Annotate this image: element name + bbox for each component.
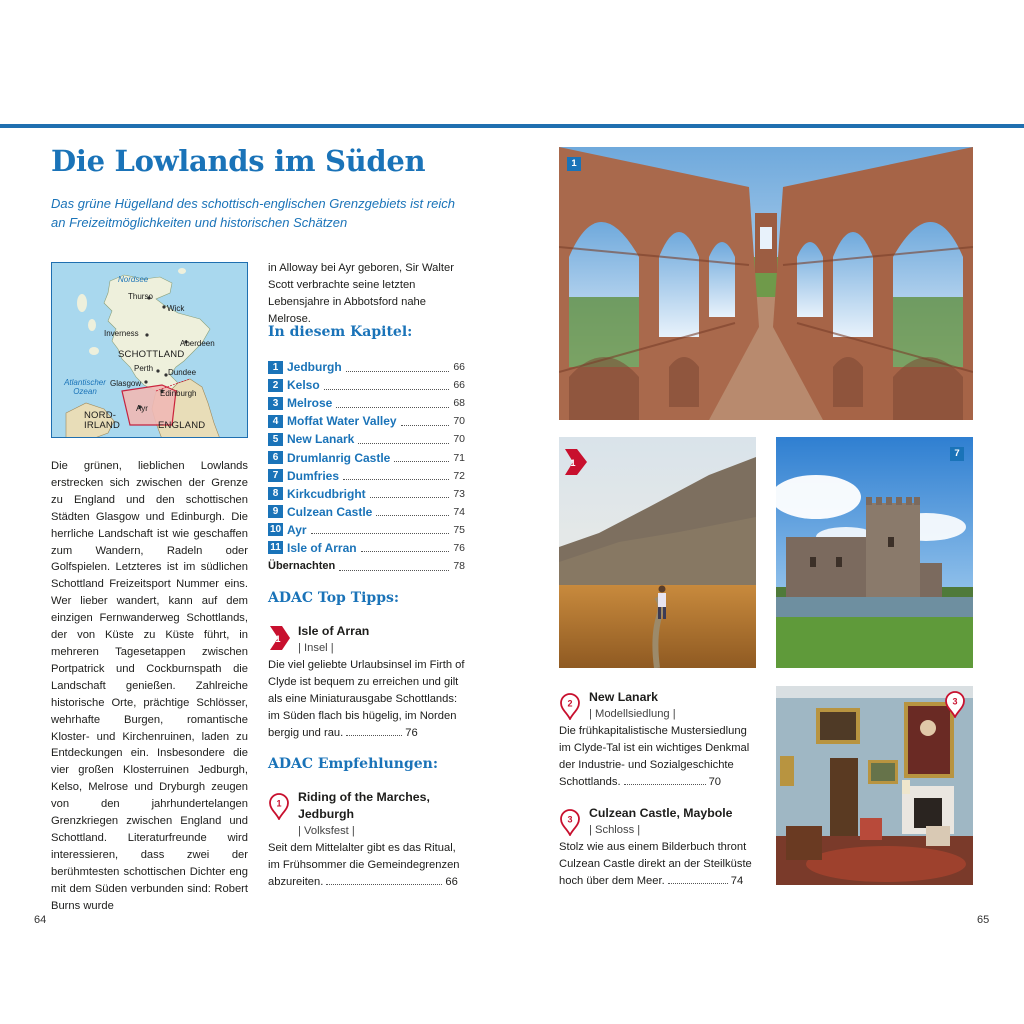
top-tip-number: 1 [275, 634, 281, 644]
intro-text: Die grünen, lieblichen Lowlands erstrecken sich zwischen der Grenze zu England und den schottischen Städten Glasgow und Edinburgh. Die herrliche Landschaft ist wie geschaffen zum Wandern, Radeln oder Golfspielen. Letzteres ist im südlichen Schottland Freizeitsport Nummer eins. Wer lieber wandert, kann auf dem einzigen Fernwanderweg Schottlands, der von Küste zu Küste führt, in mehreren Tagesetappen zwischen Portpatrick und Cockburnspath die Landschaft genießen. Zahlreiche historische Orte, prächtige Schlösser, wehrhafte Burgen, romantische Kloster- und Kirchenruinen, laden zu Entdeckungen ein. Insbesondere die vier großen Klosterruinen Jedburgh, Kelso, Melrose und Dryburgh zeugen von den jahrhundertelangen Grenzkriegen zwischen England und Schottland. Literaturfreunde wird interessieren, dass zwei der berühmtesten schottischen Dichter eng mit dem Süden verbunden sind: Robert Burns wurde [51, 460, 248, 912]
toc-item-page: 66 [453, 379, 465, 392]
map-label-aberdeen: Aberdeen [180, 339, 215, 348]
toc-item-2[interactable] [268, 376, 465, 394]
abbey-photo [559, 147, 973, 420]
toc-item-page: 76 [453, 541, 465, 554]
recommendation-pin-icon-2 [559, 692, 581, 725]
toc-item-page: 68 [453, 397, 465, 410]
toc-item-page: 72 [453, 469, 465, 482]
recommendation-pin-icon [268, 792, 290, 825]
toc-item-label: Dumfries [287, 468, 340, 483]
recommendation-3-description [559, 839, 759, 890]
toc-item-number: 11 [268, 541, 283, 554]
map-label-thurso: Thurso [128, 292, 153, 301]
toc-leader-dots [336, 399, 449, 408]
toc-item-label: Culzean Castle [287, 504, 373, 519]
toc-item-11[interactable] [268, 539, 465, 557]
toc-item-label: Isle of Arran [287, 540, 357, 555]
toc-item-label: Ayr [287, 522, 307, 537]
top-tip-description [268, 657, 468, 742]
toc-item-label: Kirkcudbright [287, 486, 366, 501]
map-label-schottland: SCHOTTLAND [118, 349, 185, 360]
toc-item-label: Melrose [287, 396, 333, 411]
toc-item-number: 3 [268, 397, 283, 410]
recommendations-heading: ADAC Empfehlungen: [268, 756, 438, 772]
recommendation-1-description [268, 840, 468, 891]
page-title: Die Lowlands im Süden [51, 144, 426, 178]
toc-item-3[interactable] [268, 394, 465, 412]
toc-item-6[interactable] [268, 448, 465, 466]
recommendation-3-block [589, 805, 733, 839]
top-tip-type: | Insel | [298, 641, 334, 654]
top-tip-name: Isle of Arran [298, 624, 370, 638]
hiker-photo-arrow-icon [563, 447, 589, 477]
castle-photo-badge: 7 [950, 447, 964, 461]
recommendation-3-desc: Stolz wie aus einem Bilderbuch thront Culzean Castle direkt an der Steilküste hoch über dem Meer. [559, 841, 752, 887]
intro-text-continued: in Alloway bei Ayr geboren, Sir Walter Scott verbrachte seine letzten Lebensjahre in Abbotsford nahe Melrose. [268, 262, 454, 325]
map-label-atlantic: Atlantischer Ozean [64, 378, 106, 396]
map-label-glasgow: Glasgow [110, 379, 142, 388]
recommendation-3-number: 3 [567, 814, 573, 825]
interior-photo [776, 686, 973, 885]
toc-item-label: Kelso [287, 378, 320, 393]
recommendation-3-type: | Schloss | [589, 823, 641, 836]
recommendation-1-number: 1 [276, 798, 282, 809]
recommendation-2-description [559, 723, 759, 791]
top-tip-page: 76 [405, 726, 418, 739]
toc-leader-dots [401, 417, 450, 426]
chapter-heading: In diesem Kapitel: [268, 324, 413, 340]
toc-item-label: New Lanark [287, 432, 355, 447]
recommendation-1-type: | Volksfest | [298, 825, 355, 837]
recommendation-3-page: 74 [730, 874, 744, 887]
toc-leader-dots [343, 471, 449, 480]
map-label-ayr: Ayr [136, 404, 148, 413]
toc-leader-dots [394, 453, 449, 462]
top-tip-arrow-icon [268, 624, 292, 657]
map-label-nordirland: NORD-IRLAND [84, 410, 121, 431]
toc-leader-dots [339, 562, 449, 571]
map-label-nordsee: Nordsee [118, 275, 149, 284]
chapter-toc [268, 358, 465, 575]
page-number-left: 64 [34, 914, 47, 926]
recommendation-2-block [589, 689, 676, 723]
toc-item-page: 66 [453, 361, 465, 374]
hiker-photo [559, 437, 756, 668]
toc-item-label: Moffat Water Valley [287, 414, 397, 429]
top-tips-heading: ADAC Top Tipps: [268, 590, 400, 606]
recommendation-1-block [298, 789, 468, 840]
top-tip-name-block [298, 623, 369, 657]
page-subtitle: Das grüne Hügelland des schottisch-englischen Grenzgebiets ist reich an Freizeitmöglichkeiten und historischen Schätzen [51, 196, 455, 230]
recommendation-2-page: 70 [708, 775, 722, 788]
recommendation-1-desc: Seit dem Mittelalter gibt es das Ritual, im Frühsommer die Gemeindegrenzen abzureiten. [268, 842, 460, 888]
recommendation-2-type: | Modellsiedlung | [589, 707, 676, 720]
toc-item-7[interactable] [268, 467, 465, 485]
toc-leader-dots [324, 381, 450, 390]
top-rule [0, 124, 1024, 128]
toc-item-number: 7 [268, 469, 283, 482]
toc-item-10[interactable] [268, 521, 465, 539]
toc-leader-dots [376, 507, 449, 516]
hiker-photo-marker: 1 [570, 458, 576, 468]
toc-item-number: 4 [268, 415, 283, 428]
toc-leader-dots [358, 435, 449, 444]
interior-photo-marker: 3 [952, 696, 958, 707]
toc-item-number: 6 [268, 451, 283, 464]
map-label-inverness: Inverness [104, 329, 139, 338]
toc-item-page: 73 [453, 487, 465, 500]
map-label-perth: Perth [134, 364, 154, 373]
toc-item-page: 70 [453, 433, 465, 446]
toc-item-number: 2 [268, 379, 283, 392]
region-map [51, 262, 248, 438]
map-label-edinburgh: Edinburgh [160, 389, 197, 398]
toc-leader-dots [370, 489, 450, 498]
map-label-england: ENGLAND [158, 420, 206, 431]
toc-item-label: Drumlanrig Castle [287, 450, 391, 465]
recommendation-2-desc: Die frühkapitalistische Mustersiedlung im Clyde-Tal ist ein wichtiges Denkmal der Industrie- und Sozialgeschichte Schottlands. [559, 725, 750, 788]
toc-item-number: 5 [268, 433, 283, 446]
toc-item-page: 70 [453, 415, 465, 428]
toc-overnight-label: Übernachten [268, 560, 336, 573]
toc-item-number: 1 [268, 361, 283, 374]
abbey-photo-badge: 1 [567, 157, 581, 171]
toc-item-page: 74 [453, 505, 465, 518]
toc-item-page: 71 [453, 451, 465, 464]
toc-item-9[interactable] [268, 503, 465, 521]
castle-photo [776, 437, 973, 668]
map-label-wick: Wick [167, 304, 185, 313]
interior-photo-pin-icon [944, 690, 966, 718]
recommendation-2-number: 2 [567, 698, 573, 709]
recommendation-1-page: 66 [445, 875, 458, 888]
toc-item-number: 9 [268, 505, 283, 518]
toc-item-number: 10 [269, 524, 282, 536]
toc-item-number: 8 [268, 487, 283, 500]
toc-overnight-page: 78 [453, 560, 465, 573]
toc-item-overnight[interactable] [268, 557, 465, 575]
toc-leader-dots [346, 363, 450, 372]
page-number-right: 65 [977, 914, 990, 926]
map-label-dundee: Dundee [168, 368, 197, 377]
toc-item-5[interactable] [268, 430, 465, 448]
toc-leader-dots [361, 543, 450, 552]
toc-item-page: 75 [453, 523, 465, 536]
recommendation-pin-icon-3 [559, 808, 581, 841]
toc-item-1[interactable] [268, 358, 465, 376]
recommendation-2-name: New Lanark [589, 690, 659, 704]
recommendation-1-name: Riding of the Marches, Jedburgh [298, 790, 430, 821]
toc-item-4[interactable] [268, 412, 465, 430]
top-tip-desc: Die viel geliebte Urlaubsinsel im Firth of Clyde ist bequem zu erreichen und gilt als eine Miniaturausgabe Schottlands: im Süden flach bis hügelig, im Norden bergig und rau. [268, 659, 465, 739]
recommendation-3-name: Culzean Castle, Maybole [589, 806, 733, 820]
toc-item-label: Jedburgh [287, 360, 342, 375]
toc-leader-dots [311, 525, 450, 534]
toc-item-8[interactable] [268, 485, 465, 503]
